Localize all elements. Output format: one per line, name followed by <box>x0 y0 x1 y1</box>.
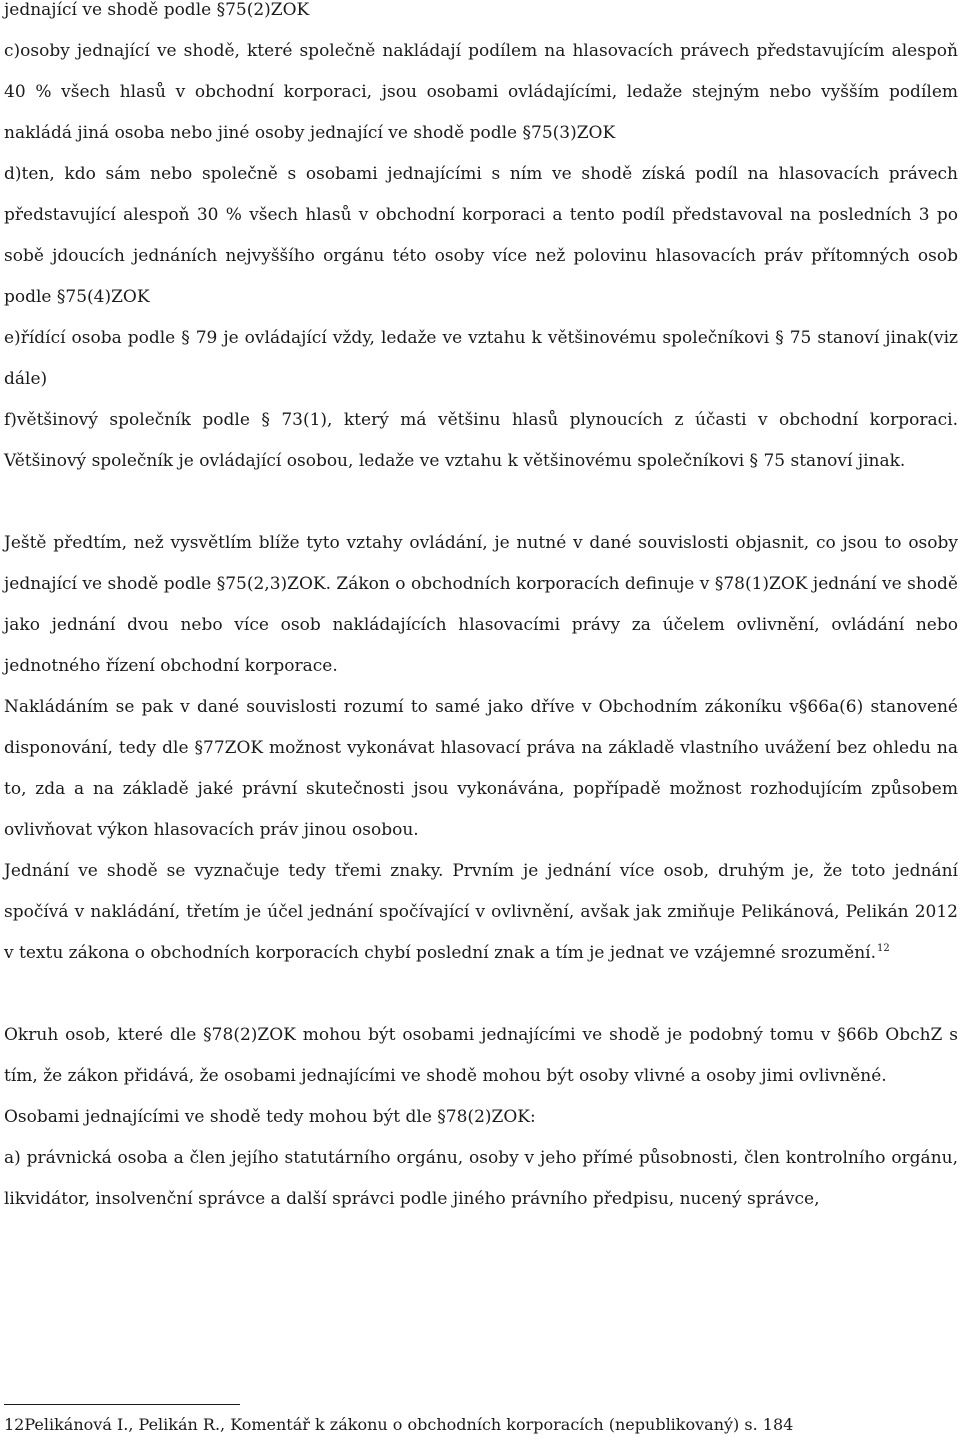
paragraph-acting-in-concert: Ještě předtím, než vysvětlím blíže tyto vztahy ovládání, je nutné v dané souvislosti objasnit, co jsou to osoby jednající ve shodě podle §75(2,3)ZOK. Zákon o obchodních korporacích definuje v §78(1)ZOK jednání ve shodě jako jednání dvou nebo více osob nakládajících hlasovacími právy za účelem ovlivnění, ovládání nebo jednotného řízení obchodní korporace. <box>4 533 958 676</box>
paragraph-gap <box>4 482 958 523</box>
footnote-separator <box>4 1404 240 1405</box>
paragraph-item-a: a) právnická osoba a člen jejího statutárního orgánu, osoby v jeho přímé působnosti, člen kontrolního orgánu, likvidátor, insolvenční správce a další správci podle jiného právního předpisu, nucený správce, <box>4 1148 958 1209</box>
paragraph-disposing: Nakládáním se pak v dané souvislosti rozumí to samé jako dříve v Obchodním zákoníku v§66a(6) stanovené disponování, tedy dle §77ZOK možnost vykonávat hlasovací práva na základě vlastního uvážení bez ohledu na to, zda a na základě jaké právní skutečnosti jsou vykonávána, popřípadě možnost rozhodujícím způsobem ovlivňovat výkon hlasovacích práv jinou osobou. <box>4 697 958 840</box>
document-body <box>4 0 958 1220</box>
paragraph-item-c: c)osoby jednající ve shodě, které společně nakládají podílem na hlasovacích právech představujícím alespoň 40 % všech hlasů v obchodní korporaci, jsou osobami ovládajícími, ledaže stejným nebo vyšším podílem nakládá jiná osoba nebo jiné osoby jednající ve shodě podle §75(3)ZOK <box>4 41 958 143</box>
footnote-text: 12Pelikánová I., Pelikán R., Komentář k zákonu o obchodních korporacích (nepublikovaný) s. 184 <box>4 1415 794 1434</box>
paragraph-three-features <box>4 851 958 974</box>
footnote-reference[interactable]: 12 <box>877 943 890 954</box>
paragraph-item-f: f)většinový společník podle § 73(1), který má většinu hlasů plynoucích z účasti v obchodní korporaci. Většinový společník je ovládající osobou, ledaže ve vztahu k většinovému společníkovi § 75 stanoví jinak. <box>4 410 958 471</box>
paragraph-gap <box>4 974 958 1015</box>
paragraph-circle-of-persons: Okruh osob, které dle §78(2)ZOK mohou být osobami jednajícími ve shodě je podobný tomu v §66b ObchZ s tím, že zákon přidává, že osobami jednajícími ve shodě mohou být osoby vlivné a osoby jimi ovlivněné. <box>4 1025 958 1086</box>
paragraph-item-e: e)řídící osoba podle § 79 je ovládající vždy, ledaže ve vztahu k většinovému společníkovi § 75 stanoví jinak(viz dále) <box>4 328 958 389</box>
paragraph-three-features-text: Jednání ve shodě se vyznačuje tedy třemi znaky. Prvním je jednání více osob, druhým je, že toto jednání spočívá v nakládání, třetím je účel jednání spočívající v ovlivnění, avšak jak zmiňuje Pelikánová, Pelikán 2012 v textu zákona o obchodních korporacích chybí poslední znak a tím je jednat ve vzájemné srozumění. <box>4 861 958 963</box>
paragraph-persons-intro: Osobami jednajícími ve shodě tedy mohou být dle §78(2)ZOK: <box>4 1107 536 1127</box>
paragraph-75-2: jednající ve shodě podle §75(2)ZOK <box>4 0 310 20</box>
paragraph-item-d: d)ten, kdo sám nebo společně s osobami jednajícími s ním ve shodě získá podíl na hlasovacích právech představující alespoň 30 % všech hlasů v obchodní korporaci a tento podíl představoval na posledních 3 po sobě jdoucích jednáních nejvyššího orgánu této osoby více než polovinu hlasovacích práv přítomných osob podle §75(4)ZOK <box>4 164 958 307</box>
